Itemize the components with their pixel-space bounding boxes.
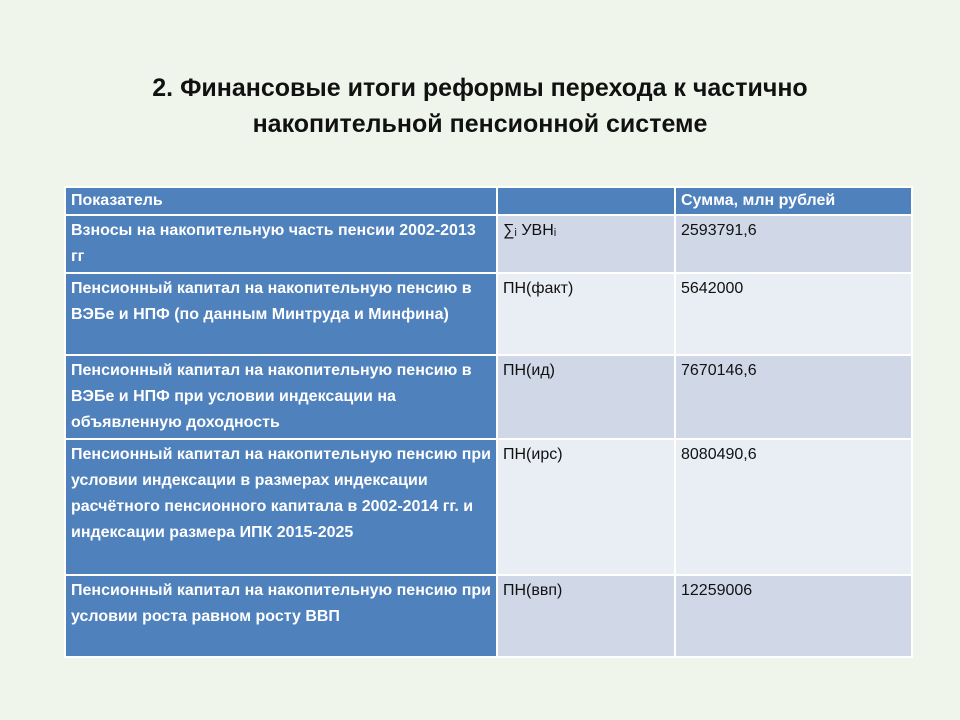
row-label: Взносы на накопительную часть пенсии 2002-2013 гг (65, 215, 497, 273)
row-value: 12259006 (675, 575, 912, 657)
header-symbol (497, 187, 675, 215)
row-symbol: ПН(факт) (497, 273, 675, 355)
row-symbol: ПН(ирс) (497, 439, 675, 575)
row-symbol: ПН(ввп) (497, 575, 675, 657)
row-label: Пенсионный капитал на накопительную пенсию в ВЭБе и НПФ при условии индексации на объявленную доходность (65, 355, 497, 439)
row-label: Пенсионный капитал на накопительную пенсию при условии индексации в размерах индексации расчётного пенсионного капитала в 2002-2014 гг. и индексации размера ИПК 2015-2025 (65, 439, 497, 575)
row-symbol: ∑ᵢ УВНᵢ (497, 215, 675, 273)
row-symbol: ПН(ид) (497, 355, 675, 439)
header-indicator: Показатель (65, 187, 497, 215)
row-value: 2593791,6 (675, 215, 912, 273)
row-label: Пенсионный капитал на накопительную пенсию в ВЭБе и НПФ (по данным Минтруда и Минфина) (65, 273, 497, 355)
row-value: 7670146,6 (675, 355, 912, 439)
table-header-row (65, 187, 912, 215)
results-table (64, 186, 913, 658)
row-value: 5642000 (675, 273, 912, 355)
table-row (65, 273, 912, 355)
table-row (65, 215, 912, 273)
row-label: Пенсионный капитал на накопительную пенсию при условии роста равном росту ВВП (65, 575, 497, 657)
header-amount: Сумма, млн рублей (675, 187, 912, 215)
slide-title (60, 70, 900, 142)
title-line-1: 2. Финансовые итоги реформы перехода к частично (152, 74, 808, 102)
row-value: 8080490,6 (675, 439, 912, 575)
table-row (65, 355, 912, 439)
title-line-2: накопительной пенсионной системе (252, 110, 708, 138)
table-row (65, 439, 912, 575)
table-row (65, 575, 912, 657)
